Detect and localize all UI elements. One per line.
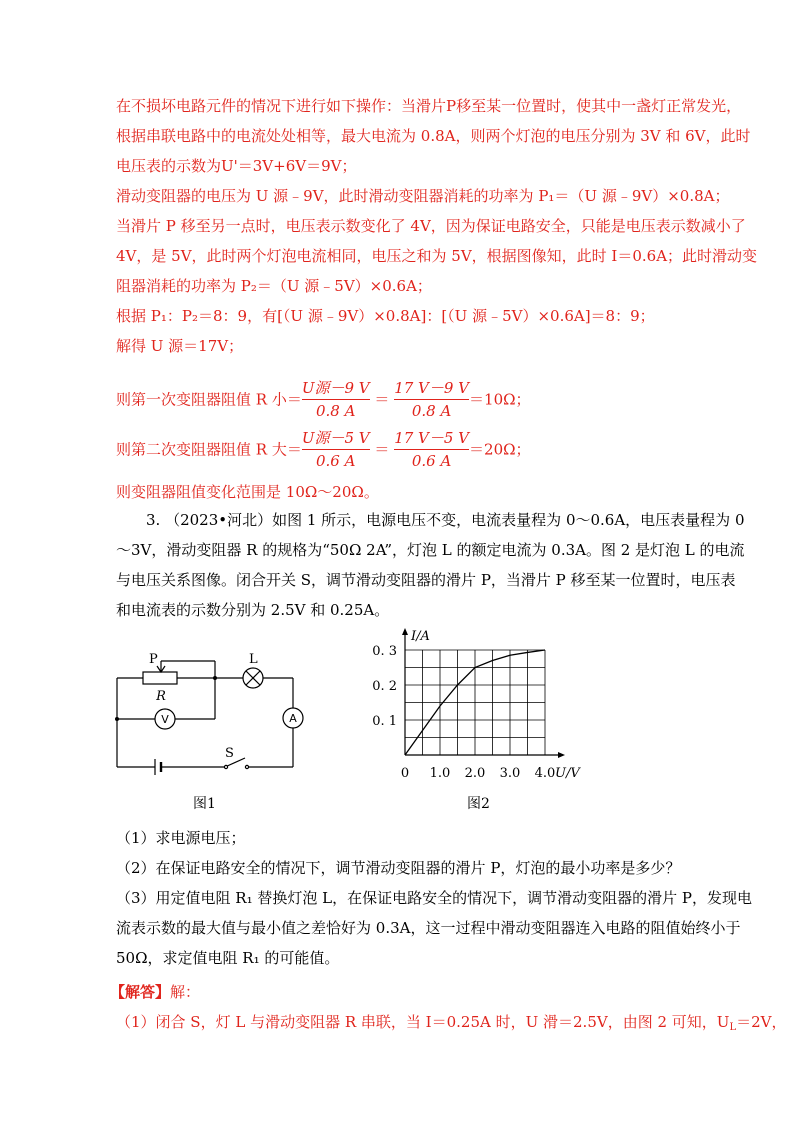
fraction (394, 378, 469, 421)
figure1-caption: 图1 (193, 796, 216, 812)
y-tick-label: 0. 2 (372, 679, 397, 694)
fraction (394, 428, 469, 471)
switch-label: S (225, 746, 234, 761)
figure2-caption: 图2 (467, 796, 490, 812)
fraction (302, 378, 370, 421)
solution-line: 在不损坏电路元件的情况下进行如下操作：当滑片P移至某一位置时，使其中一盏灯正常发光， (116, 97, 742, 115)
answer-tag: 【解答】 (110, 983, 171, 1001)
fraction-denominator: 0.8 A (411, 402, 452, 420)
solution-line: 滑动变阻器的电压为 U 源﹣9V，此时滑动变阻器消耗的功率为 P₁＝（U 源﹣9V）×0.8A； (116, 187, 730, 205)
lamp-label: L (249, 652, 258, 667)
x-tick-label: 1.0 (429, 766, 451, 781)
problem-text: 与电压关系图像。闭合开关 S，调节滑动变阻器的滑片 P，当滑片 P 移至某一位置时，电压表 (116, 571, 736, 589)
solution-line: 解得 U 源＝17V； (116, 337, 244, 355)
answer-text: （1）闭合 S，灯 L 与滑动变阻器 R 串联，当 I＝0.25A 时，U 滑＝2.5V，由图 2 可知，U (116, 1013, 730, 1031)
question-3: （3）用定值电阻 R₁ 替换灯泡 L，在保证电路安全的情况下，调节滑动变阻器的滑片 P，发现电 (116, 889, 752, 907)
resistance-min-result: ＝10Ω； (469, 390, 531, 409)
ammeter-label: A (289, 712, 297, 725)
y-tick-label: 0. 3 (372, 644, 397, 659)
question-3-cont: 流表示数的最大值与最小值之差恰好为 0.3A，这一过程中滑动变阻器连入电路的阻值始终小于 (116, 919, 741, 937)
answer-line-1 (116, 1012, 786, 1038)
solution-line: 当滑片 P 移至另一点时，电压表示数变化了 4V，因为保证电路安全，只能是电压表示数减小了 (116, 217, 746, 235)
fraction-numerator: U源－5 V (301, 429, 370, 447)
x-axis-arrow (558, 752, 565, 758)
junction-dot (213, 676, 217, 680)
x-tick-label: 0 (400, 766, 410, 781)
problem-text: ～3V，滑动变阻器 R 的规格为“50Ω 2A”，灯泡 L 的额定电流为 0.3A。图 2 是灯泡 L 的电流 (116, 541, 745, 559)
resistance-max-result: ＝20Ω； (469, 440, 531, 459)
fraction (302, 428, 370, 471)
y-tick-label: 0. 1 (372, 714, 397, 729)
fraction-denominator: 0.6 A (411, 452, 452, 470)
resistance-max-label: 则第二次变阻器阻值 R 大＝ (116, 440, 302, 459)
solution-line: 根据 P₁：P₂＝8：9，有[（U 源﹣9V）×0.8A]：[（U 源﹣5V）×0.6A]＝8：9； (116, 307, 655, 325)
slider-label: P (149, 652, 158, 667)
x-axis-label: U/V (555, 766, 580, 781)
question-2: （2）在保证电路安全的情况下，调节滑动变阻器的滑片 P，灯泡的最小功率是多少？ (116, 859, 681, 877)
fraction-numerator: U源－9 V (301, 379, 370, 397)
y-axis-label: I/A (411, 629, 430, 644)
solution-line: 电压表的示数为U'＝3V+6V＝9V； (116, 157, 357, 175)
problem-text: 和电流表的示数分别为 2.5V 和 0.25A。 (116, 601, 390, 619)
fraction-denominator: 0.6 A (316, 452, 356, 470)
answer-word: 解： (170, 983, 201, 1001)
resistance-min-label: 则第一次变阻器阻值 R 小＝ (116, 390, 302, 409)
solution-line: 根据串联电路中的电流处处相等，最大电流为 0.8A，则两个灯泡的电压分别为 3V 和 6V，此时 (116, 127, 751, 145)
fraction-numerator: 17 V－5 V (394, 429, 470, 447)
resistance-max-line: 则第二次变阻器阻值 R 大＝ $\frac{\text{U源－5 V}}{0.6 A}$ ＝ $\frac{17 V-5 V}{0.6 A}$ ＝20Ω； (116, 429, 531, 470)
junction-dot (115, 717, 119, 721)
resistance-min-line: 则第一次变阻器阻值 R 小＝ $\frac{\text{U源－9 V}}{0.8 A}$ ＝ $\frac{17 V-9 V}{0.8 A}$ ＝10Ω； (116, 379, 531, 420)
solution-line: 阻器消耗的功率为 P₂＝（U 源﹣5V）×0.6A； (116, 277, 432, 295)
y-axis-arrow (402, 628, 408, 635)
voltmeter-label: V (161, 713, 169, 726)
solution-line: 4V，是 5V，此时两个灯泡电流相同，电压之和为 5V，根据图像知，此时 I＝0.6A；此时滑动变 (116, 247, 758, 265)
circuit-diagram (105, 645, 310, 775)
x-tick-label: 4.0 (534, 766, 556, 781)
iv-chart (365, 625, 610, 785)
x-tick-label: 2.0 (464, 766, 486, 781)
x-tick-label: 3.0 (499, 766, 521, 781)
rheostat-label: R (156, 689, 166, 704)
fraction-denominator: 0.8 A (316, 402, 356, 420)
range-conclusion: 则变阻器阻值变化范围是 10Ω～20Ω。 (116, 483, 379, 501)
problem-text: 3. （2023•河北）如图 1 所示，电源电压不变，电流表量程为 0～0.6A，电压表量程为 0 (146, 511, 745, 529)
question-1: （1）求电源电压； (116, 829, 246, 847)
answer-header (110, 982, 200, 1002)
fraction-numerator: 17 V－9 V (394, 379, 470, 397)
answer-subscript: L (729, 1022, 737, 1033)
question-3-cont: 50Ω，求定值电阻 R₁ 的可能值。 (116, 949, 340, 967)
answer-text: ＝2V， (736, 1013, 787, 1031)
